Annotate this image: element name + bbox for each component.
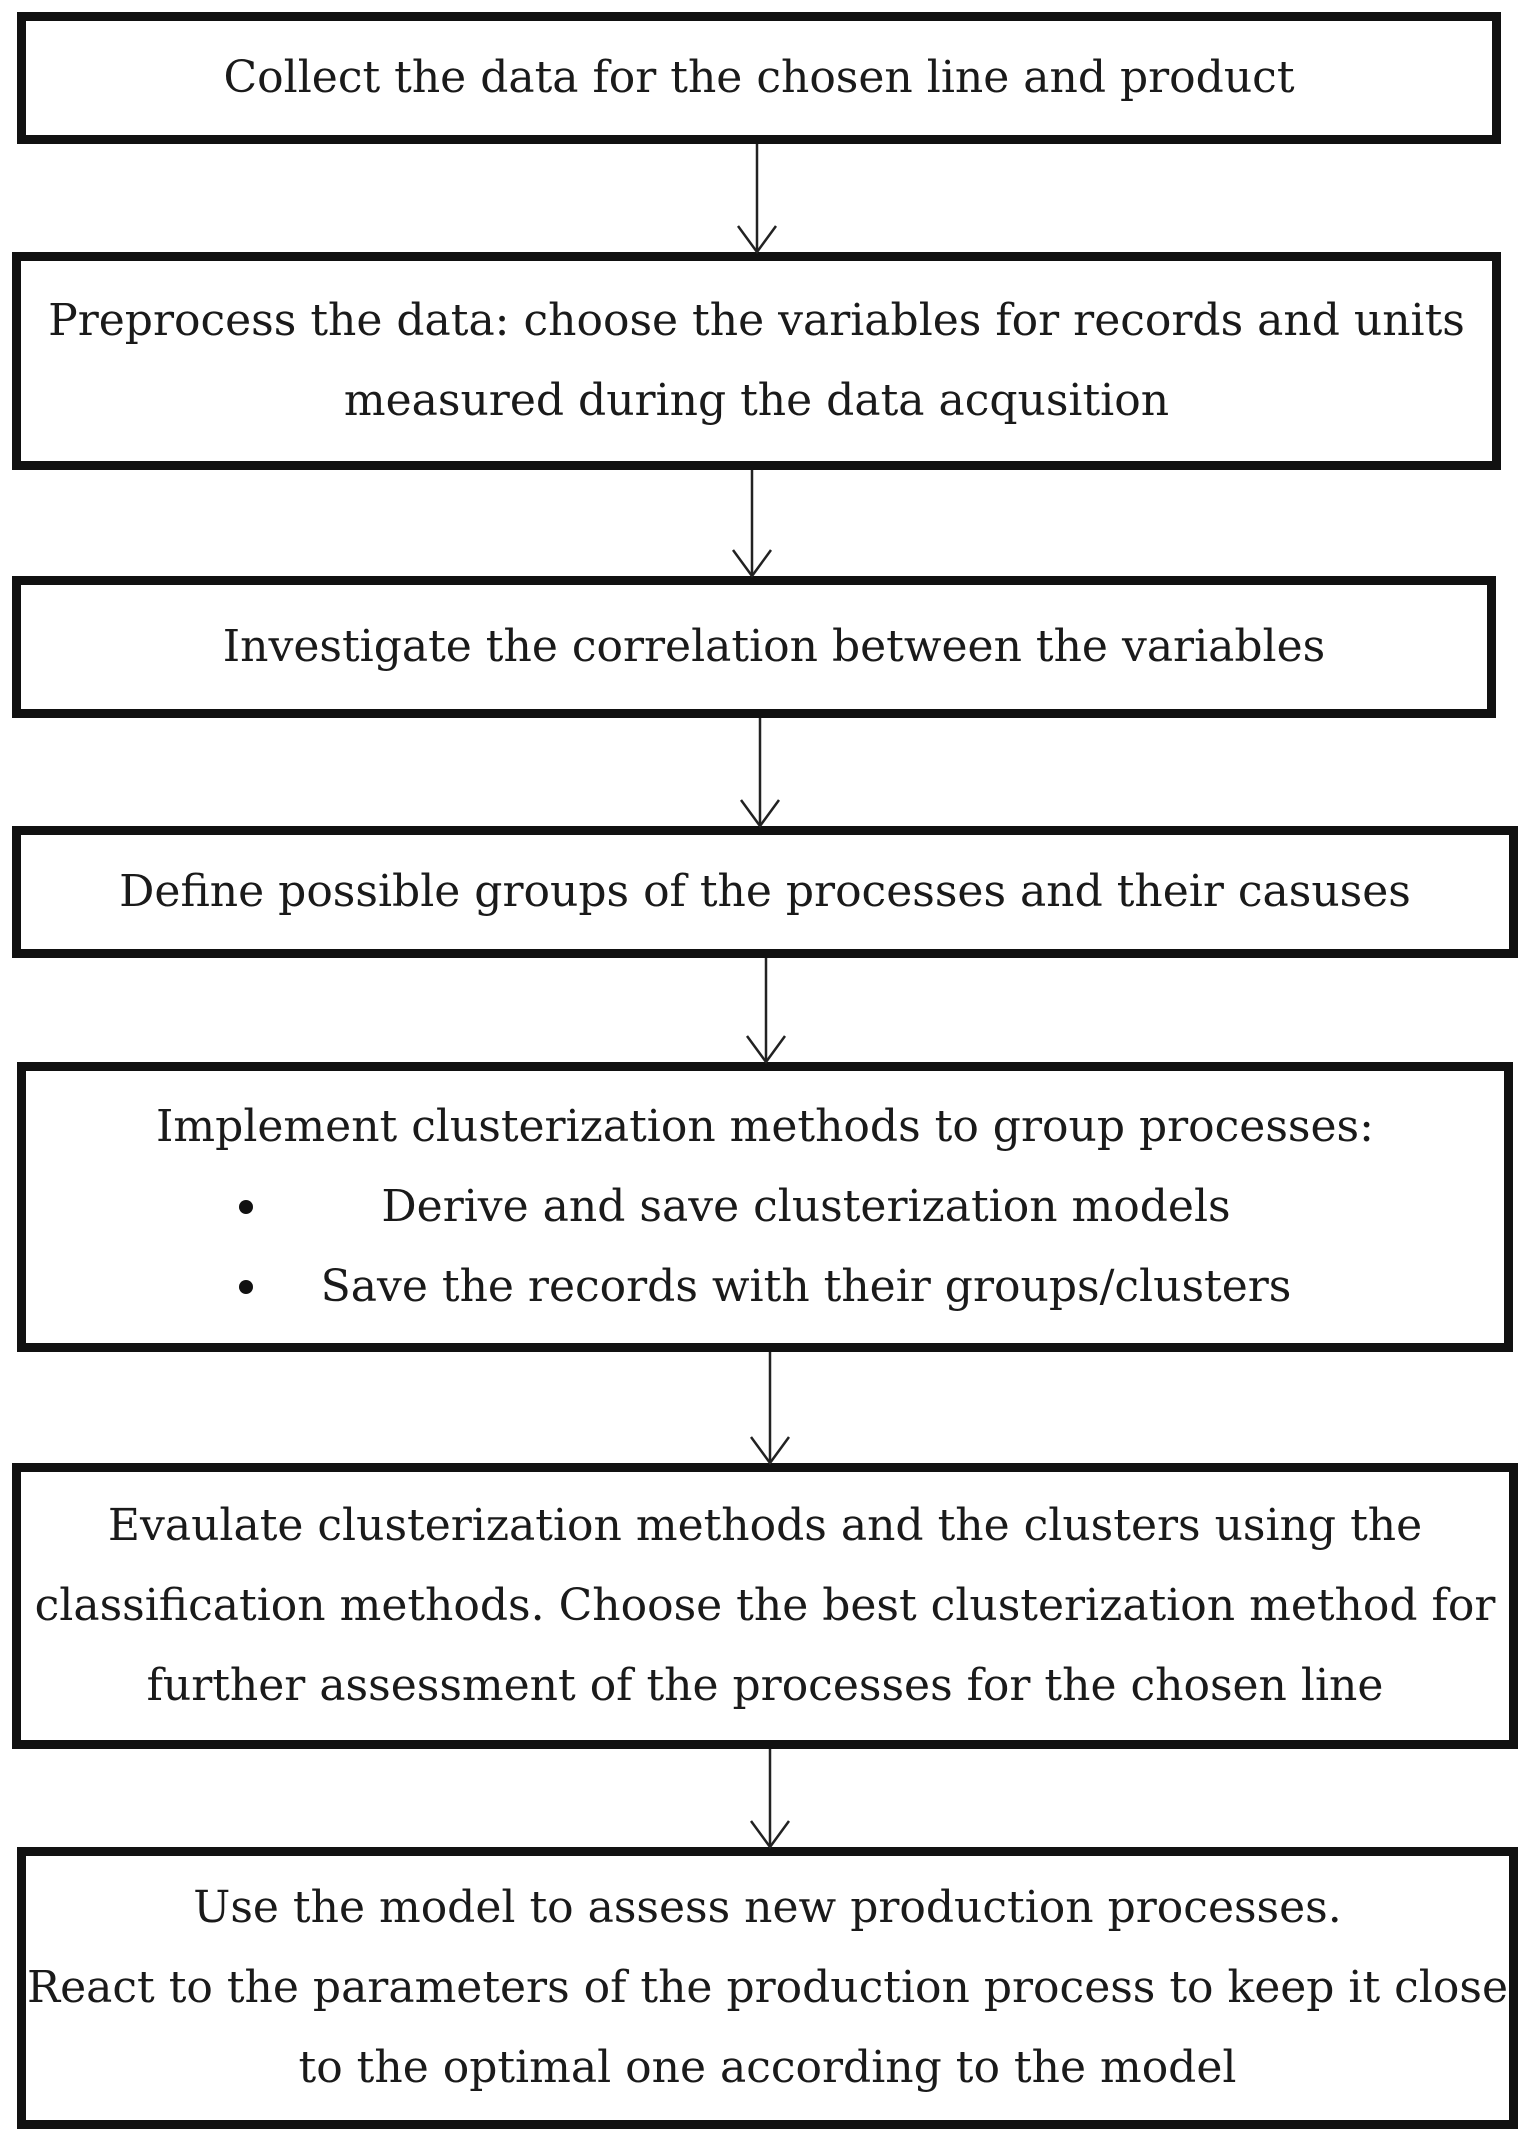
step-text: classification methods. Choose the best clusterization method for: [34, 1580, 1496, 1631]
step-text: Use the model to assess new production processes.: [193, 1882, 1342, 1933]
arrow-evaluate-to-use-model: [751, 1749, 789, 1847]
arrow-implement-to-evaluate: [751, 1352, 789, 1463]
arrow-preprocess-to-investigate: [733, 470, 771, 576]
step-text: further assessment of the processes for the chosen line: [146, 1660, 1384, 1711]
step-use-model: [17, 1847, 1518, 2129]
bullet-icon: [239, 1200, 253, 1214]
step-text: Preprocess the data: choose the variables for records and units: [48, 295, 1465, 346]
step-evaluate-clusterization: [12, 1463, 1518, 1749]
bullet-text: Save the records with their groups/clusters: [320, 1261, 1292, 1312]
step-text: Investigate the correlation between the variables: [222, 621, 1326, 672]
bullet-item: [239, 1247, 1292, 1327]
step-text: measured during the data acqusition: [343, 375, 1170, 426]
step-collect-data: [17, 12, 1501, 144]
step-text: React to the parameters of the production process to keep it close: [26, 1962, 1508, 2013]
bullet-icon: [239, 1280, 253, 1294]
step-text: to the optimal one according to the model: [298, 2042, 1237, 2093]
bullet-list: [239, 1167, 1292, 1327]
step-preprocess-data: [12, 252, 1501, 470]
step-implement-clusterization: [17, 1062, 1513, 1352]
bullet-text: Derive and save clusterization models: [381, 1181, 1231, 1232]
step-text: Evaulate clusterization methods and the clusters using the: [107, 1500, 1423, 1551]
step-text: Define possible groups of the processes and their casuses: [119, 866, 1411, 917]
bullet-item: [239, 1167, 1292, 1247]
arrow-investigate-to-define: [741, 718, 779, 826]
step-investigate-correlation: [12, 576, 1496, 718]
step-text: Collect the data for the chosen line and product: [223, 52, 1295, 103]
step-text: Implement clusterization methods to group processes:: [156, 1101, 1374, 1152]
step-define-groups: [12, 826, 1518, 958]
arrow-define-to-implement: [747, 958, 785, 1062]
arrow-collect-to-preprocess: [738, 144, 776, 252]
